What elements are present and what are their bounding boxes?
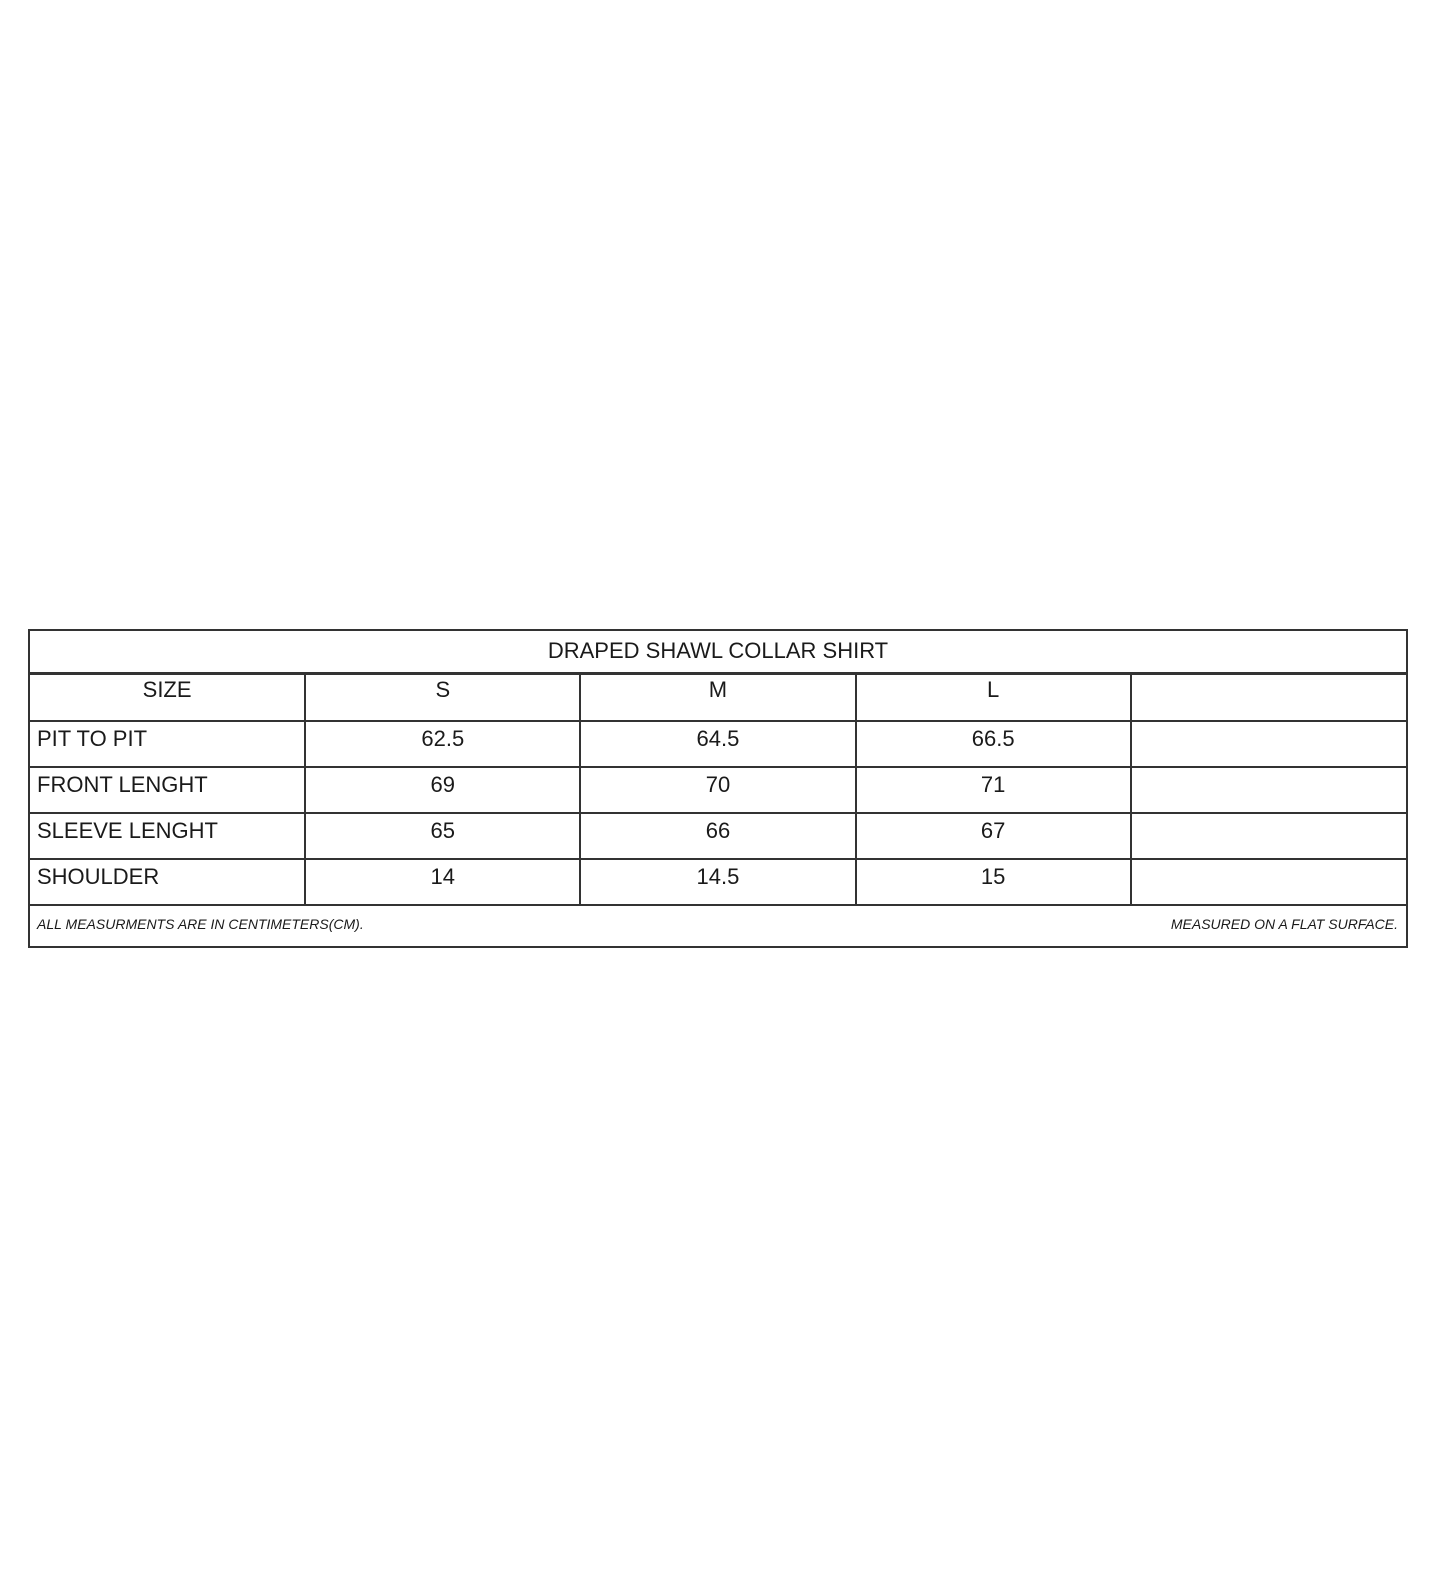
table-cell	[1131, 767, 1406, 813]
chart-title: DRAPED SHAWL COLLAR SHIRT	[30, 631, 1406, 675]
row-label-sleeve-length: SLEEVE LENGHT	[30, 813, 305, 859]
table-cell: 66.5	[856, 721, 1131, 767]
size-chart	[28, 629, 1408, 948]
table-row	[30, 767, 1406, 813]
size-header-m: M	[580, 675, 855, 721]
table-cell	[1131, 721, 1406, 767]
table-cell: 64.5	[580, 721, 855, 767]
row-label-shoulder: SHOULDER	[30, 859, 305, 905]
table-cell: 66	[580, 813, 855, 859]
size-header-l: L	[856, 675, 1131, 721]
table-cell: 70	[580, 767, 855, 813]
table-cell: 14.5	[580, 859, 855, 905]
table-cell	[1131, 813, 1406, 859]
size-header-label: SIZE	[30, 675, 305, 721]
row-label-pit-to-pit: PIT TO PIT	[30, 721, 305, 767]
size-header-s: S	[305, 675, 580, 721]
table-row	[30, 813, 1406, 859]
table-cell: 62.5	[305, 721, 580, 767]
table-cell: 67	[856, 813, 1131, 859]
header-row	[30, 675, 1406, 721]
table-row	[30, 721, 1406, 767]
size-header-empty	[1131, 675, 1406, 721]
table-cell: 65	[305, 813, 580, 859]
table-cell: 71	[856, 767, 1131, 813]
table-row	[30, 859, 1406, 905]
chart-footer	[30, 903, 1406, 946]
row-label-front-length: FRONT LENGHT	[30, 767, 305, 813]
measurement-table	[30, 675, 1406, 906]
table-cell: 15	[856, 859, 1131, 905]
table-cell	[1131, 859, 1406, 905]
measurement-method-note: MEASURED ON A FLAT SURFACE.	[1170, 916, 1398, 932]
units-note: ALL MEASURMENTS ARE IN CENTIMETERS(CM).	[37, 916, 364, 932]
table-cell: 14	[305, 859, 580, 905]
table-cell: 69	[305, 767, 580, 813]
